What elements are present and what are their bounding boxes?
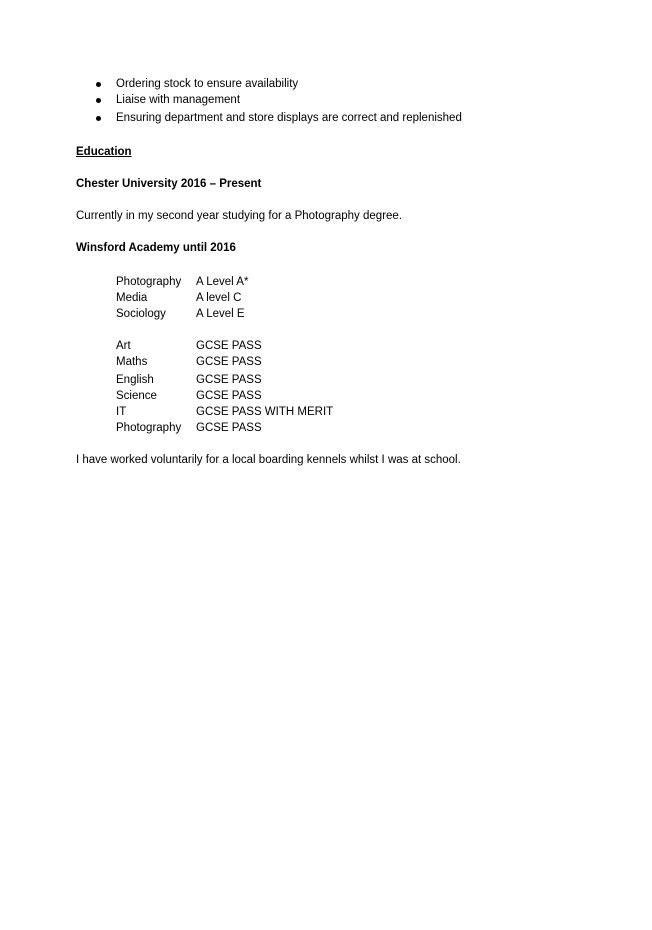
voluntary-text: I have worked voluntarily for a local boarding kennels whilst I was at school. (76, 454, 461, 466)
list-item: Ordering stock to ensure availability (116, 78, 299, 90)
university-description: Currently in my second year studying for a Photography degree. (76, 210, 403, 222)
grade-cell: GCSE PASS (196, 390, 262, 402)
subject-cell: Media (116, 292, 148, 304)
grade-cell: A level C (196, 292, 242, 304)
subject-cell: Science (116, 390, 157, 402)
grade-cell: GCSE PASS (196, 422, 262, 434)
bullet-icon (96, 98, 101, 103)
bullet-icon (96, 82, 101, 87)
bullet-icon (96, 116, 101, 121)
university-title: Chester University 2016 – Present (76, 178, 262, 190)
education-heading: Education (76, 146, 132, 158)
grade-cell: A Level A* (196, 276, 249, 288)
subject-cell: Photography (116, 422, 182, 434)
subject-cell: IT (116, 406, 127, 418)
subject-cell: Art (116, 340, 131, 352)
subject-cell: Sociology (116, 308, 166, 320)
grade-cell: GCSE PASS WITH MERIT (196, 406, 334, 418)
subject-cell: Maths (116, 356, 148, 368)
grade-cell: A Level E (196, 308, 245, 320)
list-item: Ensuring department and store displays are correct and replenished (116, 112, 462, 124)
subject-cell: Photography (116, 276, 182, 288)
grade-cell: GCSE PASS (196, 374, 262, 386)
grade-cell: GCSE PASS (196, 356, 262, 368)
school-title: Winsford Academy until 2016 (76, 242, 236, 254)
list-item: Liaise with management (116, 94, 241, 106)
grade-cell: GCSE PASS (196, 340, 262, 352)
subject-cell: English (116, 374, 154, 386)
